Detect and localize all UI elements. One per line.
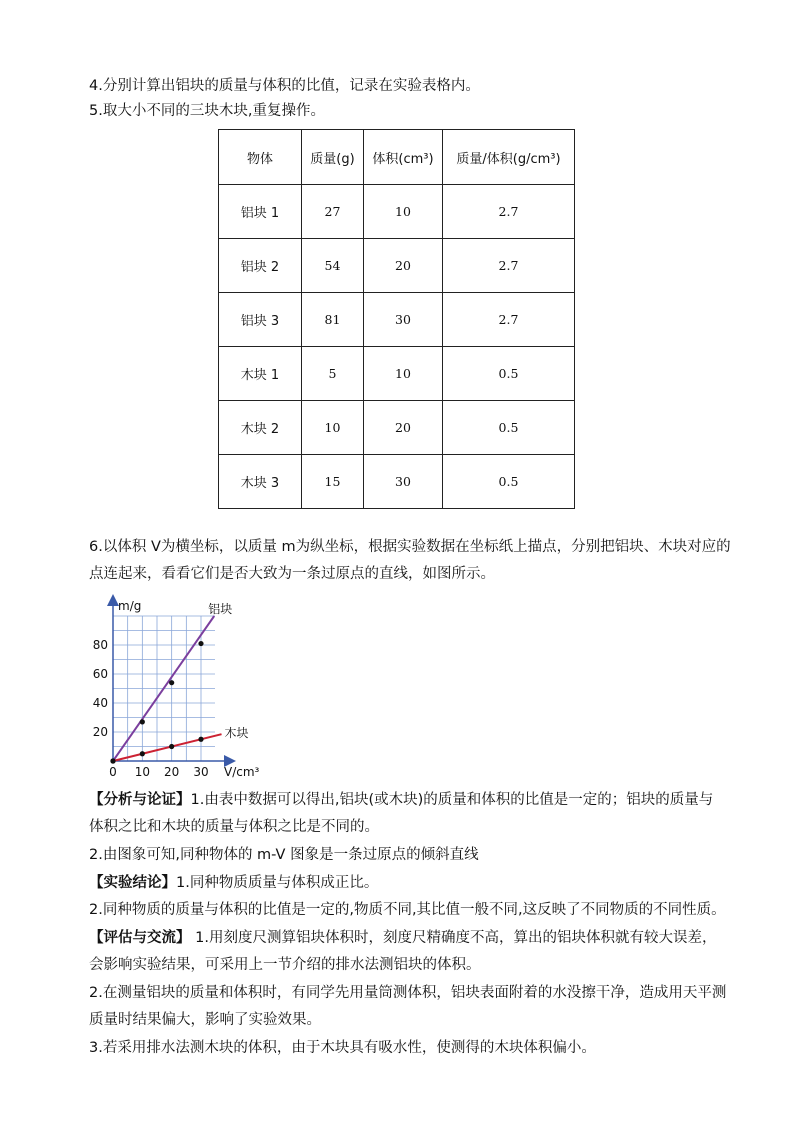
cell-ratio: 0.5 [443,401,575,455]
data-point-2-3 [169,744,174,749]
cell-volume: 20 [364,401,443,455]
data-point-2-2 [140,751,145,756]
x-tick-label: 10 [134,765,150,779]
evaluation-line-2: 会影响实验结果，可采用上一节介绍的排水法测铝块的体积。 [89,957,481,973]
cell-object: 木块 3 [219,455,302,509]
y-tick-label: 80 [92,638,108,652]
data-table [218,129,575,509]
x-tick-label: 20 [164,765,180,779]
data-point-2-4 [198,737,203,742]
series-label-2: 木块 [224,726,249,741]
step-5: 5.取大小不同的三块木块,重复操作。 [89,103,325,119]
x-tick-label: 30 [193,765,209,779]
cell-volume: 10 [364,347,443,401]
cell-ratio: 2.7 [443,293,575,347]
cell-ratio: 0.5 [443,455,575,509]
table-row [219,185,575,239]
table-row [219,401,575,455]
evaluation-line-1 [89,928,716,948]
table-row [219,347,575,401]
table-header-row [219,130,575,185]
data-point-1-3 [169,680,174,685]
data-point-1-4 [198,641,203,646]
analysis-line-3: 2.由图象可知,同种物体的 m-V 图象是一条过原点的倾斜直线 [89,847,479,863]
header-volume: 体积(cm³) [364,130,443,185]
cell-object: 铝块 2 [219,239,302,293]
conclusion-text-1: 1.同种物质质量与体积成正比。 [176,875,379,891]
table-row [219,239,575,293]
cell-mass: 5 [302,347,364,401]
conclusion-line-2: 2.同种物质的质量与体积的比值是一定的,物质不同,其比值一般不同,这反映了不同物质的不同性质。 [89,902,726,918]
evaluation-line-3: 2.在测量铝块的质量和体积时，有同学先用量筒测体积，铝块表面附着的水没擦干净，造成用天平测 [89,985,727,1001]
header-ratio: 质量/体积(g/cm³) [443,130,575,185]
cell-mass: 10 [302,401,364,455]
cell-object: 木块 2 [219,401,302,455]
x-axis-label: V/cm³ [224,765,260,779]
series-label-1: 铝块 [208,602,233,616]
step-6-line-2: 点连起来，看看它们是否大致为一条过原点的直线，如图所示。 [89,566,495,582]
data-point-1-2 [140,719,145,724]
mv-chart [86,594,286,784]
analysis-line-2: 体积之比和木块的质量与体积之比是不同的。 [89,819,379,835]
cell-object: 木块 1 [219,347,302,401]
y-axis-label: m/g [118,599,142,613]
analysis-label: 【分析与论证】 [89,792,191,808]
cell-ratio: 2.7 [443,239,575,293]
analysis-line-1 [89,790,713,810]
step-6-line-1: 6.以体积 V为横坐标，以质量 m为纵坐标，根据实验数据在坐标纸上描点，分别把铝块、木块对应的 [89,539,731,555]
cell-volume: 30 [364,293,443,347]
table-row [219,455,575,509]
cell-volume: 20 [364,239,443,293]
cell-ratio: 2.7 [443,185,575,239]
conclusion-line-1 [89,873,378,893]
cell-object: 铝块 3 [219,293,302,347]
evaluation-text-1: 1.用刻度尺测算铝块体积时，刻度尺精确度不高，算出的铝块体积就有较大误差， [190,930,717,946]
y-tick-label: 60 [92,667,108,681]
analysis-text-1: 1.由表中数据可以得出,铝块(或木块)的质量和体积的比值是一定的；铝块的质量与 [190,792,714,808]
evaluation-line-5: 3.若采用排水法测木块的体积，由于木块具有吸水性，使测得的木块体积偏小。 [89,1040,596,1056]
y-tick-label: 40 [92,696,108,710]
cell-volume: 10 [364,185,443,239]
cell-ratio: 0.5 [443,347,575,401]
cell-mass: 27 [302,185,364,239]
chart-series [110,601,248,764]
cell-mass: 54 [302,239,364,293]
header-mass: 质量(g) [302,130,364,185]
cell-mass: 15 [302,455,364,509]
evaluation-line-4: 质量时结果偏大，影响了实验效果。 [89,1012,321,1028]
data-point-2-1 [110,758,115,763]
step-4: 4.分别计算出铝块的质量与体积的比值，记录在实验表格内。 [89,78,480,94]
table-row [219,293,575,347]
y-tick-label: 20 [92,725,108,739]
evaluation-label: 【评估与交流】 [89,930,191,946]
cell-object: 铝块 1 [219,185,302,239]
header-object: 物体 [219,130,302,185]
cell-mass: 81 [302,293,364,347]
cell-volume: 30 [364,455,443,509]
x-tick-label: 0 [109,765,117,779]
conclusion-label: 【实验结论】 [89,875,176,891]
